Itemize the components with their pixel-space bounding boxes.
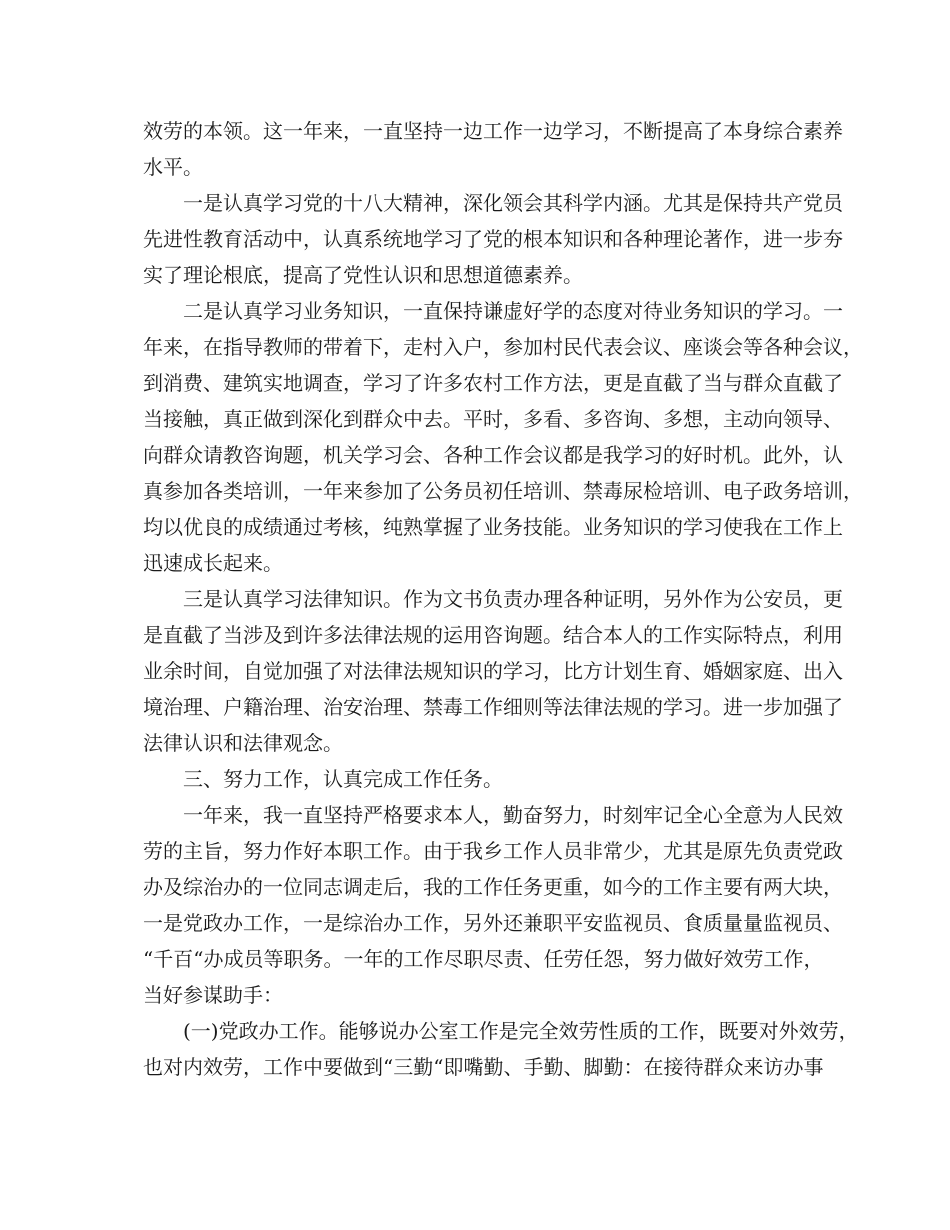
text-line xyxy=(0,474,950,508)
text-line xyxy=(0,330,950,364)
line-text: 三、努力工作，认真完成工作任务。 xyxy=(183,767,503,791)
line-text: 一是认真学习党的十八大精神，深化领会其科学内涵。尤其是保持共产党员 xyxy=(183,191,843,215)
line-text: 劳的主旨，努力作好本职工作。由于我乡工作人员非常少，尤其是原先负责党政 xyxy=(143,839,843,863)
line-text: 当好参谋助手： xyxy=(143,983,283,1007)
line-text: 水平。 xyxy=(143,155,203,179)
line-text: 是直截了当涉及到许多法律法规的运用咨询题。结合本人的工作实际特点，利用 xyxy=(143,623,843,647)
line-text: 先进性教育活动中，认真系统地学习了党的根本知识和各种理论著作，进一步夯 xyxy=(143,227,843,251)
line-text: 业余时间，自觉加强了对法律法规知识的学习，比方计划生育、婚姻家庭、出入 xyxy=(143,659,843,683)
text-line xyxy=(0,726,950,760)
line-text: “千百“办成员等职务。一年的工作尽职尽责、任劳任怨，努力做好效劳工作， xyxy=(143,947,824,971)
text-line xyxy=(0,654,950,688)
line-text: 当接触，真正做到深化到群众中去。平时，多看、多咨询、多想，主动向领导、 xyxy=(143,407,843,431)
text-line xyxy=(0,942,950,976)
text-line xyxy=(0,510,950,544)
line-text: 二是认真学习业务知识，一直保持谦虚好学的态度对待业务知识的学习。一 xyxy=(183,299,843,323)
line-text: (一)党政办工作。能够说办公室工作是完全效劳性质的工作，既要对外效劳， xyxy=(183,1019,859,1043)
line-text: 一是党政办工作，一是综治办工作，另外还兼职平安监视员、食质量量监视员、 xyxy=(143,911,843,935)
line-text: 年来，在指导教师的带着下，走村入户，参加村民代表会议、座谈会等各种会议， xyxy=(143,335,863,359)
line-text: 向群众请教咨询题，机关学习会、各种工作会议都是我学习的好时机。此外，认 xyxy=(143,443,843,467)
line-text: 办及综治办的一位同志调走后，我的工作任务更重，如今的工作主要有两大块， xyxy=(143,875,843,899)
line-text: 一年来，我一直坚持严格要求本人，勤奋努力，时刻牢记全心全意为人民效 xyxy=(183,803,843,827)
text-line xyxy=(0,1050,950,1084)
text-line xyxy=(0,834,950,868)
text-line xyxy=(0,258,950,292)
text-line xyxy=(0,438,950,472)
text-line xyxy=(0,906,950,940)
text-line xyxy=(0,402,950,436)
line-text: 到消费、建筑实地调查，学习了许多农村工作方法，更是直截了当与群众直截了 xyxy=(143,371,843,395)
text-line xyxy=(0,114,950,148)
text-line xyxy=(0,1014,950,1048)
text-line xyxy=(0,186,950,220)
text-line xyxy=(0,618,950,652)
text-line xyxy=(0,222,950,256)
text-line xyxy=(0,294,950,328)
line-text: 均以优良的成绩通过考核，纯熟掌握了业务技能。业务知识的学习使我在工作上 xyxy=(143,515,843,539)
line-text: 实了理论根底，提高了党性认识和思想道德素养。 xyxy=(143,263,583,287)
line-text: 法律认识和法律观念。 xyxy=(143,731,343,755)
text-line xyxy=(0,150,950,184)
text-line xyxy=(0,798,950,832)
text-line xyxy=(0,978,950,1012)
text-line xyxy=(0,762,950,796)
line-text: 效劳的本领。这一年来，一直坚持一边工作一边学习，不断提高了本身综合素养 xyxy=(143,119,843,143)
text-line xyxy=(0,870,950,904)
line-text: 境治理、户籍治理、治安治理、禁毒工作细则等法律法规的学习。进一步加强了 xyxy=(143,695,843,719)
line-text: 也对内效劳，工作中要做到“三勤“即嘴勤、手勤、脚勤：在接待群众来访办事 xyxy=(143,1055,824,1079)
text-line xyxy=(0,546,950,580)
line-text: 真参加各类培训，一年来参加了公务员初任培训、禁毒尿检培训、电子政务培训， xyxy=(143,479,863,503)
text-line xyxy=(0,366,950,400)
text-line xyxy=(0,582,950,616)
line-text: 三是认真学习法律知识。作为文书负责办理各种证明，另外作为公安员，更 xyxy=(183,587,843,611)
line-text: 迅速成长起来。 xyxy=(143,551,283,575)
text-line xyxy=(0,690,950,724)
